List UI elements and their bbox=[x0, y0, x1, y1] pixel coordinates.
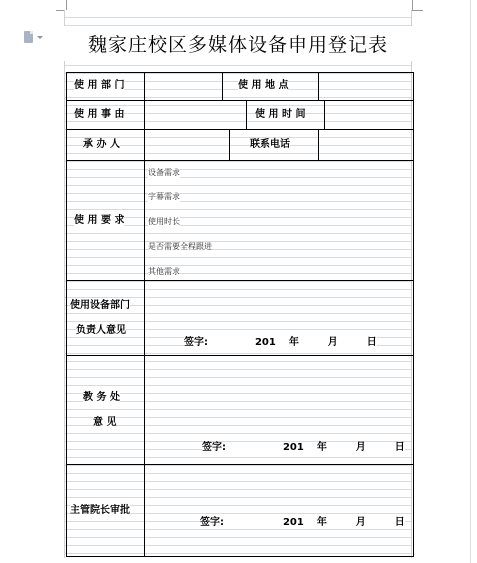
month-char: 月 bbox=[355, 517, 366, 528]
use-location-label: 使 用 地 点 bbox=[238, 80, 289, 91]
year-prefix: 201 bbox=[282, 517, 304, 528]
signature-row-principal bbox=[200, 517, 405, 529]
day-char: 日 bbox=[394, 517, 405, 528]
table-border bbox=[66, 464, 414, 465]
table-border bbox=[66, 160, 414, 161]
year-char: 年 bbox=[316, 442, 327, 453]
dept-opinion-label-line1: 使用设备部门 bbox=[70, 300, 130, 311]
academic-affairs-label-line1: 教 务 处 bbox=[83, 392, 120, 403]
requirements-label: 使 用 要 求 bbox=[74, 215, 125, 226]
table-border bbox=[66, 72, 67, 557]
table-border bbox=[66, 280, 414, 281]
table-border bbox=[324, 100, 325, 129]
month-char: 月 bbox=[355, 442, 366, 453]
table-border bbox=[413, 72, 414, 557]
year-prefix: 201 bbox=[282, 442, 304, 453]
handler-label: 承 办 人 bbox=[83, 139, 120, 150]
use-reason-label: 使 用 事 由 bbox=[74, 109, 125, 120]
requirement-follow-up: 是否需要全程跟进 bbox=[148, 242, 212, 251]
dept-opinion-label-line2: 负责人意见 bbox=[76, 325, 126, 336]
year-char: 年 bbox=[316, 517, 327, 528]
page-glyph bbox=[24, 31, 33, 43]
table-border bbox=[66, 556, 414, 557]
table-border bbox=[66, 129, 414, 130]
table-border bbox=[229, 129, 230, 160]
requirement-other: 其他需求 bbox=[148, 267, 180, 276]
table-border bbox=[222, 72, 223, 100]
requirement-subtitles: 字幕需求 bbox=[148, 192, 180, 201]
dropdown-arrow-icon bbox=[37, 36, 43, 39]
day-char: 日 bbox=[366, 337, 377, 348]
principal-approval-label: 主管院长审批 bbox=[70, 505, 130, 516]
use-department-label: 使 用 部 门 bbox=[74, 80, 125, 91]
use-time-label: 使 用 时 间 bbox=[255, 109, 306, 120]
table-border bbox=[144, 72, 145, 557]
year-char: 年 bbox=[288, 337, 299, 348]
table-border bbox=[318, 72, 319, 100]
page-corner-mark bbox=[412, 0, 423, 11]
document-icon[interactable] bbox=[24, 31, 44, 47]
table-border bbox=[66, 72, 414, 73]
signature-row-dept bbox=[184, 337, 377, 349]
sign-label: 签字: bbox=[184, 337, 208, 348]
document-title: 魏家庄校区多媒体设备申用登记表 bbox=[64, 26, 412, 61]
table-border bbox=[246, 100, 247, 129]
requirement-duration: 使用时长 bbox=[148, 217, 180, 226]
month-char: 月 bbox=[327, 337, 338, 348]
academic-affairs-label-line2: 意 见 bbox=[93, 417, 117, 428]
sign-label: 签字: bbox=[200, 517, 224, 528]
signature-row-academic bbox=[202, 442, 405, 454]
year-prefix: 201 bbox=[254, 337, 276, 348]
registration-form bbox=[66, 72, 414, 557]
requirement-equipment: 设备需求 bbox=[148, 168, 180, 177]
table-border bbox=[66, 100, 414, 101]
page-margin-rule bbox=[470, 0, 471, 563]
table-border bbox=[66, 355, 414, 356]
day-char: 日 bbox=[394, 442, 405, 453]
table-border bbox=[318, 129, 319, 160]
phone-label: 联系电话 bbox=[250, 139, 290, 150]
sign-label: 签字: bbox=[202, 442, 226, 453]
